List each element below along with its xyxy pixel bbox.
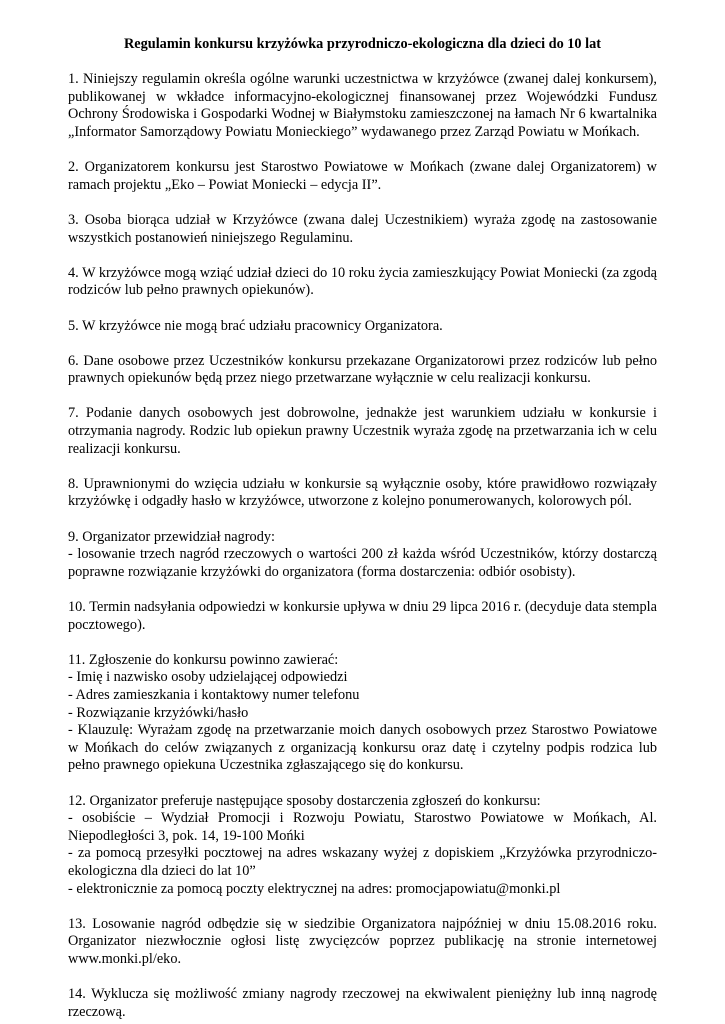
- regulations-body: [68, 71, 657, 1021]
- paragraph-14: [68, 986, 657, 1021]
- paragraph-text: 6. Dane osobowe przez Uczestników konkursu przekazane Organizatorowi przez rodziców lub pełno prawnych opiekunów będą przez niego przetwarzane wyłącznie w celu realizacji konkursu.: [68, 352, 657, 387]
- paragraph-11: [68, 652, 657, 775]
- document-title: Regulamin konkursu krzyżówka przyrodniczo-ekologiczna dla dzieci do 10 lat: [123, 36, 602, 52]
- paragraph-heading-line: 12. Organizator preferuje następujące sposoby dostarczenia zgłoszeń do konkursu:: [68, 792, 541, 809]
- paragraph-1: [68, 71, 657, 141]
- paragraph-2: [68, 159, 657, 194]
- list-item: - za pomocą przesyłki pocztowej na adres wskazany wyżej z dopiskiem „Krzyżówka przyrodniczo-ekologiczna dla dzieci do lat 10”: [68, 845, 657, 879]
- paragraph-8: [68, 476, 657, 511]
- list-item: - elektronicznie za pomocą poczty elektrycznej na adres: promocjapowiatu@monki.pl: [68, 880, 561, 897]
- list-item: - Klauzulę: Wyrażam zgodę na przetwarzanie moich danych osobowych przez Starostwo Powiatowe w Mońkach do celów związanych z organizacją konkursu oraz datę i czytelny podpis rodzica lub pełno prawnego opiekuna Uczestnika zgłaszającego się do konkursu.: [68, 722, 657, 774]
- paragraph-6: [68, 353, 657, 388]
- paragraph-13: [68, 916, 657, 969]
- paragraph-text: 8. Uprawnionymi do wzięcia udziału w konkursie są wyłącznie osoby, które prawidłowo rozwiązały krzyżówkę i odgadły hasło w krzyżówce, utworzone z kolejno ponumerowanych, kolorowych pól.: [68, 475, 657, 510]
- list-item: - Adres zamieszkania i kontaktowy numer telefonu: [68, 686, 360, 703]
- paragraph-text: 5. W krzyżówce nie mogą brać udziału pracownicy Organizatora.: [68, 317, 443, 334]
- paragraph-5: [68, 318, 657, 336]
- paragraph-text: 10. Termin nadsyłania odpowiedzi w konkursie upływa w dniu 29 lipca 2016 r. (decyduje data stempla pocztowego).: [68, 599, 657, 633]
- paragraph-3: [68, 212, 657, 247]
- paragraph-text: 14. Wyklucza się możliwość zmiany nagrody rzeczowej na ekwiwalent pieniężny lub inną nagrodę rzeczową.: [68, 986, 657, 1020]
- paragraph-text: 7. Podanie danych osobowych jest dobrowolne, jednakże jest warunkiem udziału w konkursie i otrzymania nagrody. Rodzic lub opiekun prawny Uczestnik wyraża zgodę na przetwarzania ich w celu realizacji konkursu.: [68, 405, 657, 457]
- paragraph-10: [68, 599, 657, 634]
- list-item: - osobiście – Wydział Promocji i Rozwoju Powiatu, Starostwo Powiatowe w Mońkach, Al. Niepodległości 3, pok. 14, 19-100 Mońki: [68, 810, 657, 844]
- paragraph-heading-line: 9. Organizator przewidział nagrody:: [68, 528, 275, 545]
- paragraph-heading-line: 11. Zgłoszenie do konkursu powinno zawierać:: [68, 651, 339, 668]
- paragraph-7: [68, 405, 657, 458]
- paragraph-text: 13. Losowanie nagród odbędzie się w siedzibie Organizatora najpóźniej w dniu 15.08.2016 roku. Organizator niezwłocznie ogłosi listę zwycięzców poprzez publikację na stronie internetowej www.monki.pl/eko.: [68, 915, 657, 967]
- paragraph-4: [68, 265, 657, 300]
- paragraph-text: 2. Organizatorem konkursu jest Starostwo Powiatowe w Mońkach (zwane dalej Organizatorem) w ramach projektu „Eko – Powiat Moniecki – edycja II”.: [68, 159, 657, 193]
- list-item: - Rozwiązanie krzyżówki/hasło: [68, 704, 249, 721]
- paragraph-text: 4. W krzyżówce mogą wziąć udział dzieci do 10 roku życia zamieszkujący Powiat Moniecki (za zgodą rodziców lub pełno prawnych opiekunów).: [68, 264, 657, 299]
- paragraph-text: 3. Osoba biorąca udział w Krzyżówce (zwana dalej Uczestnikiem) wyraża zgodę na zastosowanie wszystkich postanowień niniejszego Regulaminu.: [68, 211, 657, 246]
- paragraph-12: [68, 793, 657, 899]
- list-item: - losowanie trzech nagród rzeczowych o wartości 200 zł każda wśród Uczestników, którzy dostarczą poprawne rozwiązanie krzyżówki do organizatora (forma dostarczenia: odbiór osobisty).: [68, 546, 657, 580]
- paragraph-9: [68, 529, 657, 582]
- paragraph-text: 1. Niniejszy regulamin określa ogólne warunki uczestnictwa w krzyżówce (zwanej dalej konkursem), publikowanej w wkładce informacyjno-ekologicznej finansowanej przez Wojewódzki Fundusz Ochrony Środowiska i Gospodarki Wodnej w Białymstoku zamieszczonej na łamach Nr 6 kwartalnika „Informator Samorządowy Powiatu Monieckiego” wydawanego przez Zarząd Powiatu w Mońkach.: [68, 71, 657, 140]
- list-item: - Imię i nazwisko osoby udzielającej odpowiedzi: [68, 669, 348, 686]
